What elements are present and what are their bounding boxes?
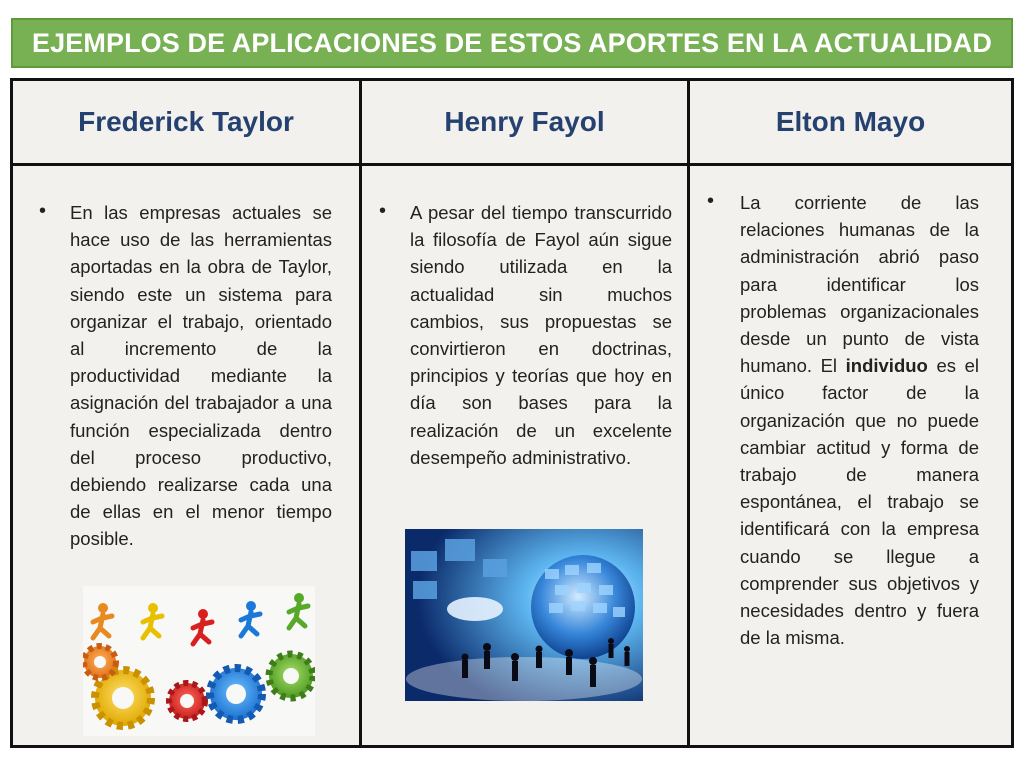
business-globe-image — [405, 529, 643, 701]
text-taylor: En las empresas actuales se hace uso de las herramientas aportadas en la obra de Taylor, siendo este un sistema para organizar el trabajo, orientado al incremento de la productividad mediante la asignación del trabajador a una función especializada dentro del proceso productivo, debiendo realizarse cada una de ellas en el menor tiempo posible. — [70, 202, 332, 550]
text-mayo-part-1: La corriente de las relaciones humanas de la administración abrió paso para identificar los problemas organizacionales desde un punto de vista humano. El — [740, 192, 979, 377]
bullet-taylor: • — [39, 200, 47, 222]
bullet-mayo: • — [707, 190, 715, 212]
text-fayol: A pesar del tiempo transcurrido la filosofía de Fayol aún sigue siendo utilizada en la actualidad sin muchos cambios, sus propuestas se convirtieron en doctrinas, principios y teorías que hoy en día son bases para la realización de un excelente desempeño administrativo. — [410, 202, 672, 468]
gears-runners-image — [83, 586, 315, 736]
header-fayol: Henry Fayol — [444, 106, 605, 137]
header-divider — [13, 163, 1011, 166]
comparison-table — [10, 78, 1014, 748]
text-mayo-part-2: es el único factor de la organización que no puede cambiar actitud y forma de trabajo de manera espontánea, el trabajo se identificará con la empresa cuando se llegue a comprender sus objetivos y necesidades dentro y fuera de la misma. — [740, 355, 979, 649]
text-mayo-bold: individuo — [845, 355, 928, 377]
title-banner — [11, 18, 1013, 68]
page-title: EJEMPLOS DE APLICACIONES DE ESTOS APORTES EN LA ACTUALIDAD — [32, 27, 992, 58]
text-mayo — [740, 189, 979, 651]
bullet-fayol: • — [379, 200, 387, 222]
header-taylor: Frederick Taylor — [78, 106, 294, 137]
column-divider-1 — [359, 81, 362, 745]
header-mayo: Elton Mayo — [775, 106, 926, 137]
column-divider-2 — [687, 81, 690, 745]
